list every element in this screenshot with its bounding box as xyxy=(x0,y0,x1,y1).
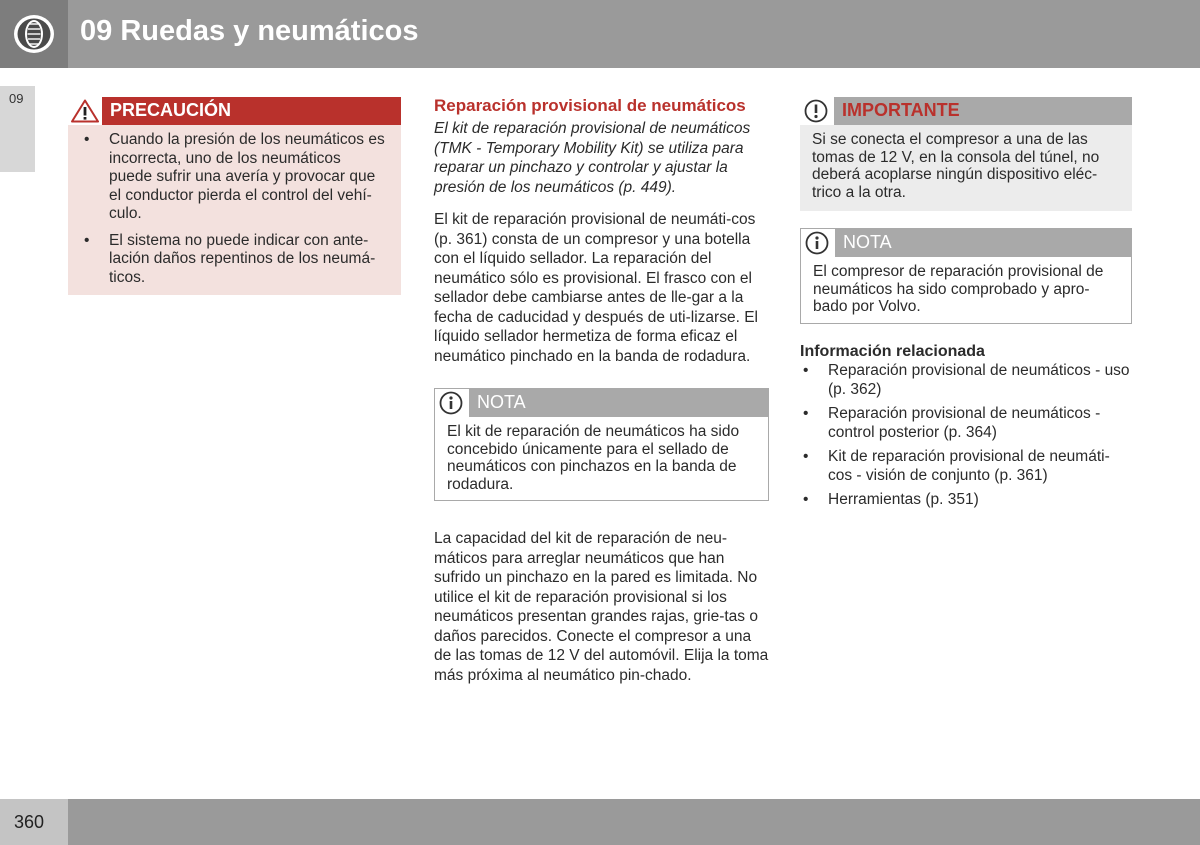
important-title: IMPORTANTE xyxy=(842,100,960,120)
caution-title: PRECAUCIÓN xyxy=(110,100,232,120)
related-info-list xyxy=(800,361,1132,510)
list-item[interactable]: • Herramientas (p. 351) xyxy=(803,490,979,508)
note-text: El compresor de reparación provisional de neumáticos ha sido comprobado y apro-bado por Volvo. xyxy=(813,263,1104,315)
important-header xyxy=(800,97,1132,125)
page-number: 360 xyxy=(14,812,45,832)
info-icon xyxy=(435,389,469,417)
list-item[interactable]: • Kit de reparación provisional de neumáti-cos - visión de conjunto (p. 361) xyxy=(803,447,1110,484)
note-box xyxy=(800,228,1132,324)
note-box xyxy=(434,388,769,501)
list-item: • El sistema no puede indicar con ante-lación daños repentinos de los neumá-ticos. xyxy=(84,231,376,286)
note-text: El kit de reparación de neumáticos ha sido concebido únicamente para el sellado de neumáticos con pinchazos en la banda de rodadura. xyxy=(447,423,740,493)
list-item[interactable]: • Reparación provisional de neumáticos - control posterior (p. 364) xyxy=(803,404,1101,441)
section-title: Reparación provisional de neumáticos xyxy=(434,96,746,115)
body-paragraph: El kit de reparación provisional de neumáti-cos (p. 361) consta de un compresor y una botella con el líquido sellador. La reparación del neumático sólo es provisional. El frasco con el sellador debe cambiarse antes de lle-gar a la fecha de caducidad y después de uti-lizarse. El líquido sellador hermetiza de forma eficaz el neumático pinchado en la banda de rodadura. xyxy=(434,211,758,365)
caution-list xyxy=(68,131,401,287)
chapter-tab-label: 09 xyxy=(9,91,24,106)
list-item: • Cuando la presión de los neumáticos es incorrecta, uno de los neumáticos puede sufrir una avería y provocar que el conductor pierda el control del vehí-culo. xyxy=(84,131,385,222)
related-info-title: Información relacionada xyxy=(800,342,985,360)
intro-text: El kit de reparación provisional de neumáticos (TMK - Temporary Mobility Kit) se utiliza para reparar un pinchazo y controlar y ajustar la presión de los neumáticos (p. 449). xyxy=(434,120,751,196)
exclamation-icon xyxy=(800,97,834,125)
warning-triangle-icon xyxy=(68,97,102,125)
note-title: NOTA xyxy=(477,392,526,412)
right-column xyxy=(800,97,1132,513)
caution-box xyxy=(68,97,401,295)
important-text: Si se conecta el compresor a una de las tomas de 12 V, en la consola del túnel, no deberá acoplarse ningún dispositivo eléc-trico a la otra. xyxy=(812,131,1100,201)
main-column xyxy=(434,96,769,685)
body-paragraph: La capacidad del kit de reparación de neu-máticos para arreglar neumáticos que han sufrido un pinchazo en la pared es limitada. No utilice el kit de reparación provisional si los neumáticos presentan grandes rajas, grie-tas o daños parecidos. Conecte el compresor a una de las tomas de 12 V del automóvil. Elija la toma más próxima al neumático pin-chado. xyxy=(434,530,769,684)
tire-icon xyxy=(12,13,56,60)
caution-header xyxy=(68,97,401,125)
header-icon-box xyxy=(0,0,68,68)
note-header xyxy=(801,229,1131,257)
note-title: NOTA xyxy=(843,232,892,252)
page-title: 09 Ruedas y neumáticos xyxy=(80,15,419,47)
info-icon xyxy=(801,229,835,257)
note-header xyxy=(435,389,768,417)
list-item[interactable]: • Reparación provisional de neumáticos - uso (p. 362) xyxy=(803,361,1130,398)
important-box xyxy=(800,97,1132,211)
page-footer xyxy=(0,799,1200,845)
